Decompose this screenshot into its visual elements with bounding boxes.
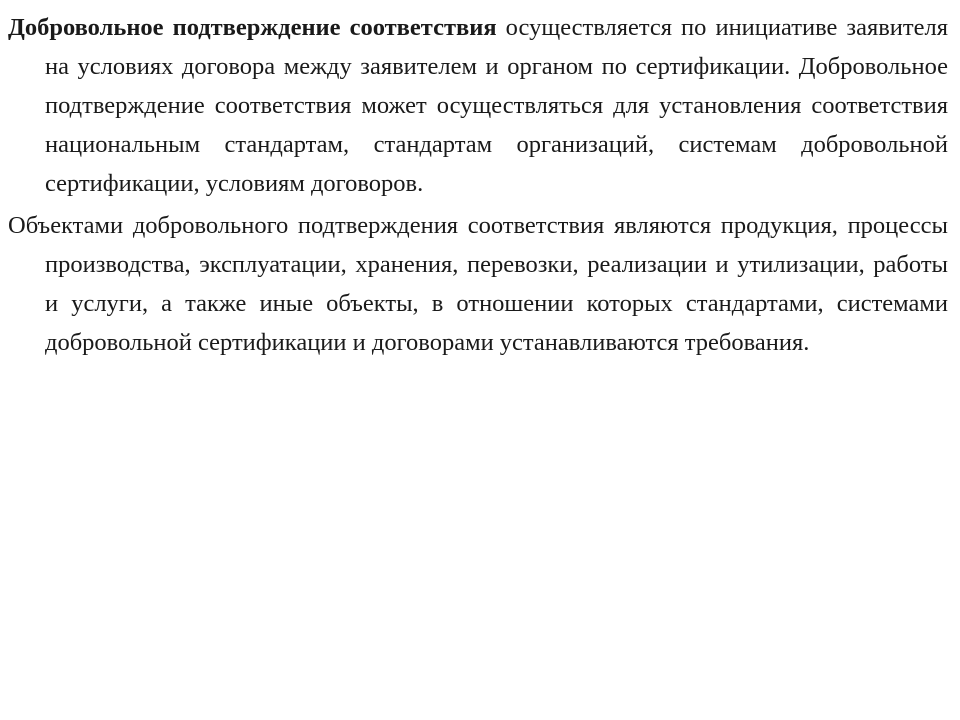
paragraph-objects-of-confirmation bbox=[8, 206, 948, 362]
bold-term: Добровольное подтверждение соответствия bbox=[8, 14, 497, 41]
paragraph-text: Объектами добровольного подтверждения соответствия являются продукция, процессы производства, эксплуатации, хранения, перевозки, реализации и утилизации, работы и услуги, а также иные объекты, в отношении которых стандартами, системами добровольной сертификации и договорами устанавливаются требования. bbox=[8, 212, 948, 356]
slide-text-body bbox=[8, 8, 948, 365]
paragraph-text: осуществляется по инициативе заявителя на условиях договора между заявителем и органом по сертификации. Добровольное подтверждение соответствия может осуществляться для установления соответствия национальным стандартам, стандартам организаций, системам добровольной сертификации, условиям договоров. bbox=[45, 14, 948, 197]
paragraph-voluntary-confirmation bbox=[8, 8, 948, 203]
